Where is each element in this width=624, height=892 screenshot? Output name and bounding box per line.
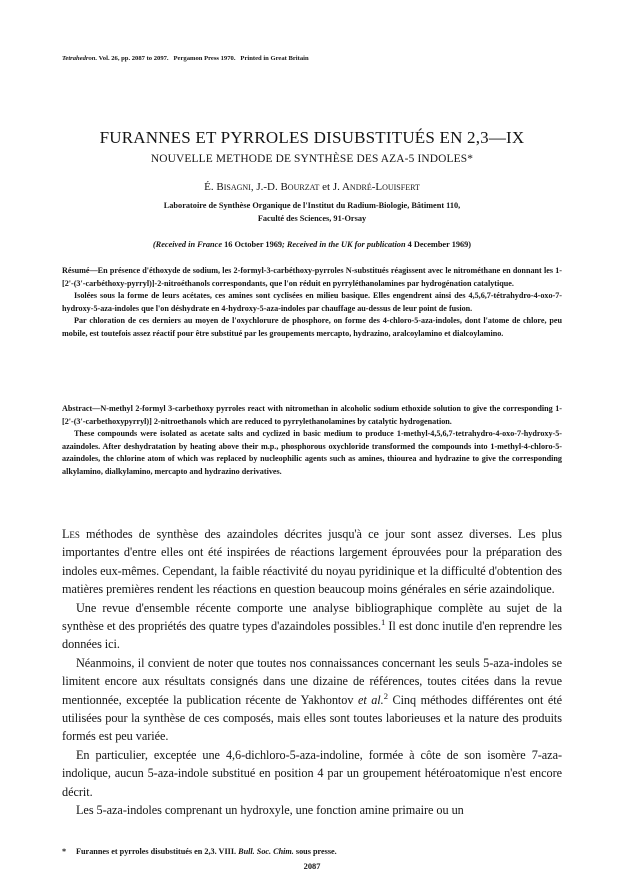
body-text-run: Une revue d'ensemble récente comporte une analyse bibliographique complète au sujet de la synthèse et des propriétés des quatre types d'azaindoles possibles. xyxy=(62,600,562,634)
reference-marker: 2 xyxy=(383,690,388,701)
author-separator: et xyxy=(322,181,331,193)
body-text-run: méthodes de synthèse des azaindoles décrites jusqu'à ce jour sont assez diverses. Les plus importantes d'entre elles ont été inspirées de réactions largement éprouvées pour la préparation des indoles eux-mêmes. Cependant, la faible réactivité du noyau pyridinique et la difficulté d'obtention des matières premières rendent les réactions en question beaucoup moins générales en série azaindolique. xyxy=(62,527,562,597)
resume-heading: Résumé xyxy=(62,266,90,275)
article-subtitle: NOUVELLE METHODE DE SYNTHÈSE DES AZA-5 INDOLES* xyxy=(150,153,474,165)
page-number: 2087 xyxy=(303,862,321,871)
resume-paragraph: Par chloration de ces derniers au moyen de l'oxychlorure de phosphore, on forme des 4-chloro-5-aza-indoles, dont l'atome de chlore, peu mobile, est toutefois assez réactif pour être substitué par les groupements mercapto, hydrazino, aralcoylamino et dialcoylamino. xyxy=(62,316,562,338)
abstract-section xyxy=(62,403,562,479)
resume-paragraph: Isolées sous la forme de leurs acétates, ces amines sont cyclisées en milieu basique. Elles engendrent ainsi des 4,5,6,7-tétrahydro-4-oxo-7-hydroxy-5-aza-indoles que l'on déshydrate en 4-hydroxy-5-aza-indoles par chauffage au-dessus de leur point de fusion. xyxy=(62,291,562,313)
body-paragraph: En particulier, exceptée une 4,6-dichloro-5-aza-indoline, formée à côte de son isomère 7-aza-indolique, aucun 5-aza-indole substitué en position 4 par un groupement hétéroatomique n'est encore décrit. xyxy=(62,747,562,799)
body-text-run: Cinq méthodes différentes ont été utilisées pour la synthèse de ces composés, mais elles sont toutes laborieuses et la nature des produits formés est peu variée. xyxy=(62,692,563,744)
body-text-run: Il est donc inutile d'en reprendre les données ici. xyxy=(62,619,562,652)
received-date: 16 October 1969 xyxy=(224,240,283,249)
footnote-text: Furannes et pyrroles disubstitués en 2,3. VIII. xyxy=(76,847,239,856)
abstract-text: —N-methyl 2-formyl 3-carbethoxy pyrroles react with nitromethan in alcoholic sodium ethoxide solution to give the corresponding 1-[2'-(3'-carbethoxypyrryl)] 2-nitroethanols which are reduced to pyrrylethanolamines by catalytic hydrogenation. xyxy=(62,404,562,426)
affiliation-line: Faculté des Sciences, 91-Orsay xyxy=(257,214,367,223)
abstract-paragraph xyxy=(62,403,562,428)
received-date: 4 December 1969) xyxy=(407,240,472,249)
body-paragraph xyxy=(62,599,562,654)
author-name: J.-D. Bourzat xyxy=(256,181,320,193)
resume-paragraph xyxy=(62,265,562,290)
author-name: J. André-Louisfert xyxy=(332,181,420,193)
body-text-run: Néanmoins, il convient de noter que toutes nos connaissances concernant les seuls 5-aza-indoles se limitent encore aux résultats consignés dans une dizaine de références, toutes citées dans la revue mentionnée, exceptée la publication récente de Yakhontov xyxy=(62,655,562,707)
author-list xyxy=(0,181,624,193)
author-name: É. Bisagni xyxy=(204,181,251,193)
received-dates xyxy=(0,240,624,249)
body-paragraph xyxy=(62,654,562,746)
footnote-text: sous presse. xyxy=(293,847,337,856)
author-separator: , xyxy=(250,181,254,193)
affiliation-line: Laboratoire de Synthèse Organique de l'Institut du Radium-Biologie, Bâtiment 110, xyxy=(163,201,461,210)
footnote-marker: * xyxy=(62,847,67,856)
resume-text: —En présence d'éthoxyde de sodium, les 2-formyl-3-carbéthoxy-pyrroles N-substitués réagissent avec le nitrométhane en donnant les 1-[2'-(3'-carbéthoxy-pyrryl)]-2-nitroéthanols correspondants, que l'on réduit en pyrryléthanolamines par hydrogénation catalytique. xyxy=(62,266,562,288)
received-text: ; Received in the UK for publication xyxy=(282,240,406,249)
received-text: (Received in France xyxy=(152,240,223,249)
body-paragraph xyxy=(62,525,562,599)
footnote-journal: Bull. Soc. Chim. xyxy=(238,847,294,856)
affiliation xyxy=(90,199,534,225)
abstract-heading: Abstract xyxy=(62,404,93,413)
reference-marker: 1 xyxy=(381,616,386,627)
abstract-paragraph: These compounds were isolated as acetate salts and cyclized in basic medium to produce 1-methyl-4,5,6,7-tetrahydro-4-oxo-7-hydroxy-5-azaindoles. After deshydratation by heating above their m.p., phosphorous oxychloride transformed the compounds into 1-methyl-4-chloro-5-azaindoles, the chlorine atom of which was replaced by nucleophilic agents such as amines, thiourea and hydrazine to give the corresponding alkylamino, dialkylamino, mercapto and hydrazino derivatives. xyxy=(62,429,562,476)
lead-word: Les xyxy=(62,527,80,541)
footnote xyxy=(62,847,562,856)
et-al: et al. xyxy=(357,692,384,707)
resume-section xyxy=(62,265,562,341)
journal-name: Tetrahedron. xyxy=(62,55,98,62)
body-text xyxy=(62,525,562,820)
journal-header xyxy=(62,55,309,62)
body-paragraph: Les 5-aza-indoles comprenant un hydroxyle, une fonction amine primaire ou un xyxy=(76,803,464,818)
journal-details: Vol. 26, pp. 2087 to 2097. Pergamon Press 1970. Printed in Great Britain xyxy=(98,55,309,62)
article-title: FURANNES ET PYRROLES DISUBSTITUÉS EN 2,3—IX xyxy=(99,128,525,147)
